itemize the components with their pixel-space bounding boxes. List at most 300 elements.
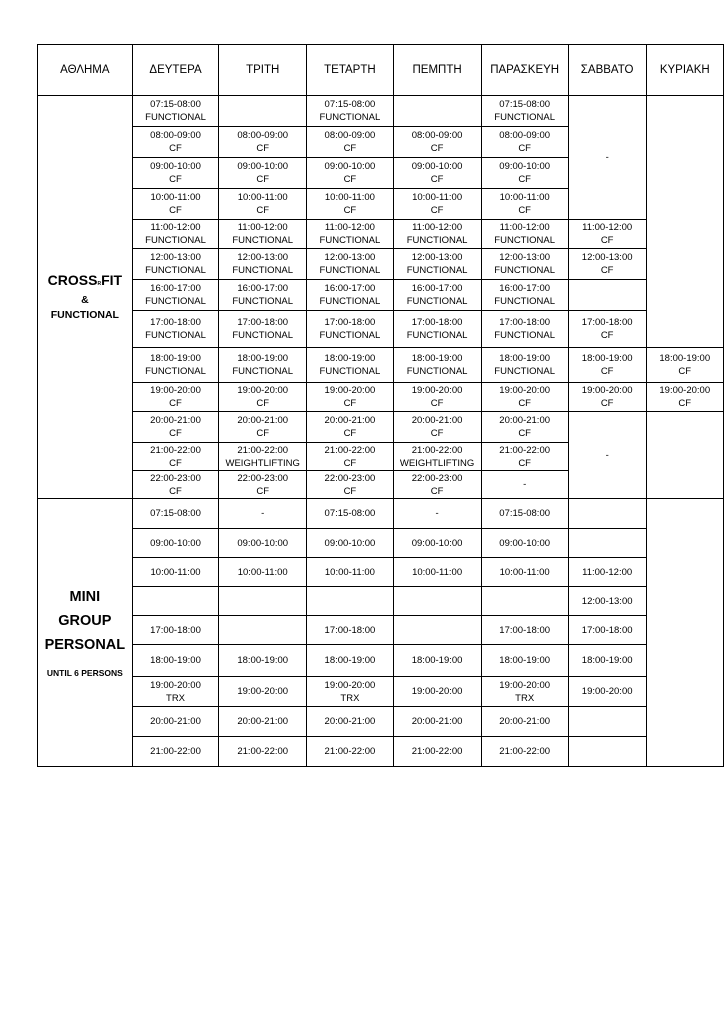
slot-cell (568, 529, 646, 558)
slot-class: CF (430, 485, 444, 497)
slot-time: 09:00-10:00 (237, 161, 289, 172)
slot-time: 19:00-20:00 (237, 385, 289, 396)
sport-mini-group (38, 499, 133, 767)
slot-time: 22:00-23:00 (150, 472, 201, 484)
slot-cell (393, 558, 481, 587)
slot-time: 21:00-22:00 (237, 444, 289, 456)
slot-time: 10:00-11:00 (324, 192, 375, 203)
slot-time: 17:00-18:00 (581, 317, 633, 328)
table-row (38, 737, 724, 767)
slot-time: 18:00-19:00 (237, 353, 289, 364)
slot-time: 18:00-19:00 (150, 353, 201, 364)
slot-cell (132, 616, 219, 645)
slot-cell (481, 348, 568, 383)
slot-cell (646, 383, 724, 412)
slot-cell (393, 616, 481, 645)
slot-cell (481, 707, 568, 737)
slot-class: CF (343, 398, 357, 409)
slot-cell (393, 249, 481, 280)
slot-class: CF (169, 205, 182, 216)
table-row (38, 499, 724, 529)
slot-time: 18:00-19:00 (581, 655, 633, 666)
slot-time: 17:00-18:00 (499, 317, 551, 328)
slot-time: 22:00-23:00 (324, 472, 376, 484)
slot-cell (219, 707, 307, 737)
header-monday: ΔΕΥΤΕΡΑ (132, 45, 219, 96)
slot-cell (307, 677, 394, 707)
crossfit-title-part1: CROSS (47, 271, 98, 288)
slot-time: 19:00-20:00 (499, 385, 551, 396)
slot-class: FUNCTIONAL (232, 265, 294, 276)
slot-cell (219, 311, 307, 348)
slot-class: CF (518, 174, 531, 185)
slot-time: 21:00-22:00 (324, 746, 376, 757)
slot-time: 12:00-13:00 (150, 252, 201, 263)
slot-class: FUNCTIONAL (494, 235, 555, 246)
slot-class: FUNCTIONAL (319, 265, 381, 276)
slot-cell (132, 189, 219, 220)
slot-time: 12:00-13:00 (499, 252, 551, 263)
table-row (38, 558, 724, 587)
slot-cell (132, 220, 219, 249)
slot-class: WEIGHTLIFTING (225, 457, 300, 469)
slot-time: 16:00-17:00 (324, 283, 376, 294)
slot-cell (307, 383, 394, 412)
slot-time: 17:00-18:00 (150, 317, 201, 328)
slot-cell (219, 412, 307, 443)
slot-time: 18:00-19:00 (324, 353, 376, 364)
slot-class: FUNCTIONAL (406, 296, 468, 307)
slot-time: 19:00-20:00 (324, 679, 376, 691)
slot-cell (219, 471, 307, 499)
slot-time: 10:00-11:00 (324, 566, 375, 578)
slot-cell (393, 587, 481, 616)
slot-cell (132, 471, 219, 499)
slot-time: 08:00-09:00 (237, 130, 289, 141)
slot-cell (393, 220, 481, 249)
slot-class: FUNCTIONAL (406, 265, 468, 276)
slot-cell (307, 471, 394, 499)
slot-cell (307, 189, 394, 220)
slot-time: 09:00-10:00 (324, 161, 376, 172)
slot-class: FUNCTIONAL (319, 366, 381, 377)
slot-time: 12:00-13:00 (581, 252, 633, 263)
slot-time: 10:00-11:00 (499, 192, 550, 203)
slot-class: CF (256, 143, 270, 154)
slot-cell (568, 587, 646, 616)
slot-class: CF (430, 174, 444, 185)
slot-cell (481, 280, 568, 311)
slot-time: 12:00-13:00 (237, 252, 289, 263)
slot-cell (307, 558, 394, 587)
slot-time: 07:15-08:00 (324, 508, 376, 519)
slot-cell (219, 529, 307, 558)
slot-time: 09:00-10:00 (499, 537, 551, 549)
slot-time: - (435, 508, 439, 519)
slot-cell (132, 677, 219, 707)
mini-title-1: MINI (69, 589, 101, 605)
slot-cell (219, 616, 307, 645)
slot-time: 17:00-18:00 (581, 624, 633, 636)
slot-time: 19:00-20:00 (659, 385, 711, 396)
mini-subtitle: UNTIL 6 PERSONS (46, 668, 123, 678)
slot-cell (307, 127, 394, 158)
slot-class: CF (430, 398, 444, 409)
slot-class: FUNCTIONAL (494, 296, 555, 307)
ampersand: & (81, 293, 89, 306)
slot-class: CF (518, 457, 531, 469)
slot-cell (307, 158, 394, 189)
slot-class: WEIGHTLIFTING (399, 457, 475, 469)
slot-cell (393, 737, 481, 767)
slot-time: 08:00-09:00 (150, 130, 201, 141)
slot-class: CF (343, 485, 357, 497)
slot-cell (307, 412, 394, 443)
slot-cell (481, 189, 568, 220)
slot-cell (132, 383, 219, 412)
slot-time: 17:00-18:00 (324, 317, 376, 328)
slot-cell (393, 280, 481, 311)
slot-time: 19:00-20:00 (581, 385, 633, 396)
slot-class: CF (430, 205, 444, 216)
slot-class: FUNCTIONAL (232, 296, 294, 307)
slot-time: 09:00-10:00 (150, 161, 201, 172)
slot-class: FUNCTIONAL (319, 112, 381, 123)
slot-class: CF (256, 205, 270, 216)
crossfit-title (38, 272, 132, 293)
table-row (38, 96, 724, 127)
slot-time: 17:00-18:00 (150, 624, 201, 636)
slot-class: FUNCTIONAL (232, 330, 294, 341)
slot-cell (568, 645, 646, 677)
slot-class: FUNCTIONAL (145, 235, 206, 246)
slot-time: 19:00-20:00 (237, 686, 289, 697)
slot-cell (568, 677, 646, 707)
slot-cell (568, 220, 646, 249)
slot-time: 21:00-22:00 (499, 746, 551, 757)
slot-time: 18:00-19:00 (411, 353, 463, 364)
slot-cell (219, 737, 307, 767)
table-row (38, 311, 724, 348)
slot-cell (393, 311, 481, 348)
slot-class: FUNCTIONAL (406, 330, 468, 341)
slot-cell (307, 707, 394, 737)
slot-class: CF (600, 235, 614, 246)
header-sport: ΑΘΛΗΜΑ (38, 45, 133, 96)
registered-mark: R (97, 280, 102, 287)
slot-cell (568, 737, 646, 767)
slot-cell (481, 311, 568, 348)
slot-cell (132, 280, 219, 311)
slot-class: CF (430, 428, 444, 439)
slot-cell (307, 737, 394, 767)
slot-time: 11:00-12:00 (412, 222, 463, 233)
slot-class: CF (169, 398, 182, 409)
crossfit-title-part2: FIT (101, 271, 123, 288)
slot-time: 08:00-09:00 (411, 130, 463, 141)
slot-class: TRX (166, 692, 186, 704)
slot-class: CF (600, 265, 614, 276)
header-sunday: ΚΥΡΙΑΚΗ (646, 45, 724, 96)
slot-time: 17:00-18:00 (324, 624, 376, 636)
sunday-empty (646, 96, 724, 348)
slot-cell (307, 249, 394, 280)
slot-class: CF (256, 174, 270, 185)
slot-cell (393, 127, 481, 158)
slot-cell (481, 616, 568, 645)
slot-cell (307, 616, 394, 645)
slot-class: FUNCTIONAL (494, 265, 555, 276)
slot-cell (393, 443, 481, 471)
slot-time: 21:00-22:00 (499, 444, 551, 456)
slot-time: 19:00-20:00 (581, 686, 633, 697)
slot-cell (307, 96, 394, 127)
slot-cell (219, 348, 307, 383)
slot-time: 16:00-17:00 (411, 283, 463, 294)
slot-time: 18:00-19:00 (499, 353, 551, 364)
slot-cell (481, 412, 568, 443)
slot-cell (219, 96, 307, 127)
mini-title-3: PERSONAL (44, 637, 126, 653)
table-row (38, 587, 724, 616)
slot-class: CF (256, 398, 270, 409)
slot-class: CF (430, 143, 444, 154)
slot-time: 18:00-19:00 (150, 655, 201, 666)
slot-cell (568, 311, 646, 348)
table-row (38, 220, 724, 249)
table-row (38, 616, 724, 645)
slot-class: FUNCTIONAL (406, 366, 468, 377)
slot-cell (393, 348, 481, 383)
slot-cell (219, 189, 307, 220)
slot-time: 09:00-10:00 (237, 537, 289, 549)
slot-cell (393, 412, 481, 443)
slot-time: 10:00-11:00 (237, 192, 288, 203)
table-row (38, 383, 724, 412)
slot-time: 18:00-19:00 (324, 655, 376, 666)
header-saturday: ΣΑΒΒΑΤΟ (568, 45, 646, 96)
slot-cell (568, 558, 646, 587)
slot-time: 19:00-20:00 (411, 385, 463, 396)
sport-crossfit (38, 96, 133, 499)
slot-class: FUNCTIONAL (232, 366, 294, 377)
slot-time: 20:00-21:00 (411, 415, 463, 426)
slot-time: 21:00-22:00 (150, 444, 201, 456)
slot-cell (132, 529, 219, 558)
slot-class: CF (343, 457, 357, 469)
slot-class: FUNCTIONAL (494, 330, 555, 341)
slot-cell (132, 707, 219, 737)
slot-time: 19:00-20:00 (411, 686, 463, 697)
slot-class: FUNCTIONAL (145, 265, 206, 276)
slot-time: 10:00-11:00 (412, 566, 463, 578)
slot-cell (393, 645, 481, 677)
header-row (38, 45, 724, 96)
slot-class: CF (343, 205, 357, 216)
slot-time: 09:00-10:00 (411, 161, 463, 172)
slot-cell (481, 443, 568, 471)
table-row (38, 529, 724, 558)
slot-time: 20:00-21:00 (150, 716, 201, 727)
slot-cell (132, 443, 219, 471)
slot-cell (219, 677, 307, 707)
table-row (38, 348, 724, 383)
slot-class: CF (169, 457, 182, 469)
slot-cell (219, 587, 307, 616)
slot-time: 16:00-17:00 (150, 283, 201, 294)
slot-time: - (261, 508, 265, 519)
schedule-table (37, 44, 724, 767)
slot-cell (132, 311, 219, 348)
slot-class: TRX (515, 692, 535, 704)
slot-cell (307, 443, 394, 471)
slot-cell (132, 737, 219, 767)
slot-class: TRX (340, 692, 360, 704)
slot-cell (393, 677, 481, 707)
slot-time: 10:00-11:00 (150, 192, 201, 203)
slot-cell (219, 645, 307, 677)
slot-time: 20:00-21:00 (237, 716, 289, 727)
header-friday: ΠΑΡΑΣΚΕΥΗ (481, 45, 568, 96)
slot-time: 09:00-10:00 (324, 537, 376, 549)
slot-class: CF (678, 398, 692, 409)
slot-class: FUNCTIONAL (494, 366, 555, 377)
slot-cell (481, 249, 568, 280)
slot-time: 21:00-22:00 (411, 746, 463, 757)
slot-time: 07:15-08:00 (499, 99, 551, 110)
slot-time: 07:15-08:00 (324, 99, 376, 110)
slot-cell (481, 587, 568, 616)
slot-class: FUNCTIONAL (319, 330, 381, 341)
table-row (38, 412, 724, 443)
slot-class: CF (169, 428, 182, 439)
mini-title-2: GROUP (58, 613, 112, 629)
slot-cell (132, 412, 219, 443)
slot-time: 22:00-23:00 (237, 472, 289, 484)
sunday-empty (646, 499, 724, 767)
slot-time: 12:00-13:00 (411, 252, 463, 263)
slot-time: 21:00-22:00 (324, 444, 376, 456)
slot-cell (568, 616, 646, 645)
slot-class: FUNCTIONAL (494, 112, 555, 123)
slot-time: 19:00-20:00 (324, 385, 376, 396)
slot-cell (481, 383, 568, 412)
slot-time: 11:00-12:00 (237, 222, 288, 233)
slot-time: 21:00-22:00 (150, 746, 201, 757)
slot-class: CF (518, 143, 531, 154)
slot-class: FUNCTIONAL (319, 235, 381, 246)
slot-cell (132, 96, 219, 127)
slot-cell (307, 280, 394, 311)
slot-cell (307, 529, 394, 558)
saturday-closed: - (568, 96, 646, 220)
slot-cell (568, 249, 646, 280)
slot-time: 18:00-19:00 (499, 655, 551, 666)
slot-cell (307, 311, 394, 348)
slot-cell (568, 280, 646, 311)
slot-cell (393, 158, 481, 189)
slot-cell (646, 348, 724, 383)
table-row (38, 645, 724, 677)
slot-cell (132, 499, 219, 529)
slot-time: 20:00-21:00 (499, 716, 551, 727)
slot-cell (568, 707, 646, 737)
sunday-empty (646, 412, 724, 499)
slot-time: 20:00-21:00 (324, 415, 376, 426)
slot-cell (481, 96, 568, 127)
header-wednesday: ΤΕΤΑΡΤΗ (307, 45, 394, 96)
slot-time: 11:00-12:00 (499, 222, 550, 233)
slot-cell (307, 645, 394, 677)
slot-class: CF (518, 398, 531, 409)
slot-time: 10:00-11:00 (150, 566, 201, 578)
slot-cell (219, 127, 307, 158)
slot-class: CF (169, 143, 182, 154)
slot-class: CF (518, 205, 531, 216)
slot-cell (481, 471, 568, 499)
slot-time: 11:00-12:00 (150, 222, 201, 233)
slot-class: CF (343, 143, 357, 154)
slot-time: 21:00-22:00 (411, 444, 463, 456)
slot-cell (481, 158, 568, 189)
slot-time: 20:00-21:00 (499, 415, 551, 426)
slot-cell (568, 383, 646, 412)
slot-time: 17:00-18:00 (499, 624, 551, 636)
slot-time: 09:00-10:00 (499, 161, 551, 172)
slot-time: 11:00-12:00 (582, 222, 633, 233)
slot-time: 09:00-10:00 (411, 537, 463, 549)
slot-cell (307, 499, 394, 529)
slot-class: CF (169, 174, 182, 185)
slot-class: CF (256, 485, 270, 497)
slot-cell (132, 558, 219, 587)
slot-time: 17:00-18:00 (237, 317, 289, 328)
slot-time: - (523, 479, 527, 490)
slot-cell (132, 587, 219, 616)
slot-cell (132, 127, 219, 158)
slot-time: 16:00-17:00 (237, 283, 289, 294)
slot-cell (393, 471, 481, 499)
slot-cell (568, 499, 646, 529)
slot-cell (219, 499, 307, 529)
slot-class: CF (256, 428, 270, 439)
slot-time: 18:00-19:00 (581, 353, 633, 364)
slot-cell (481, 529, 568, 558)
functional-title: FUNCTIONAL (50, 308, 119, 321)
slot-class: CF (678, 366, 692, 377)
slot-cell (481, 677, 568, 707)
slot-cell (219, 443, 307, 471)
header-thursday: ΠΕΜΠΤΗ (393, 45, 481, 96)
table-row (38, 249, 724, 280)
slot-cell (132, 645, 219, 677)
slot-class: FUNCTIONAL (319, 296, 381, 307)
slot-time: 12:00-13:00 (581, 595, 633, 607)
slot-cell (568, 348, 646, 383)
slot-cell (307, 348, 394, 383)
slot-time: 07:15-08:00 (150, 508, 201, 519)
slot-time: 20:00-21:00 (150, 415, 201, 426)
slot-time: 16:00-17:00 (499, 283, 551, 294)
slot-class: CF (343, 174, 357, 185)
slot-time: 11:00-12:00 (582, 566, 633, 578)
slot-time: 07:15-08:00 (150, 99, 201, 110)
slot-class: FUNCTIONAL (232, 235, 294, 246)
slot-cell (481, 127, 568, 158)
slot-time: 08:00-09:00 (324, 130, 376, 141)
slot-cell (307, 587, 394, 616)
slot-time: 18:00-19:00 (659, 353, 711, 364)
